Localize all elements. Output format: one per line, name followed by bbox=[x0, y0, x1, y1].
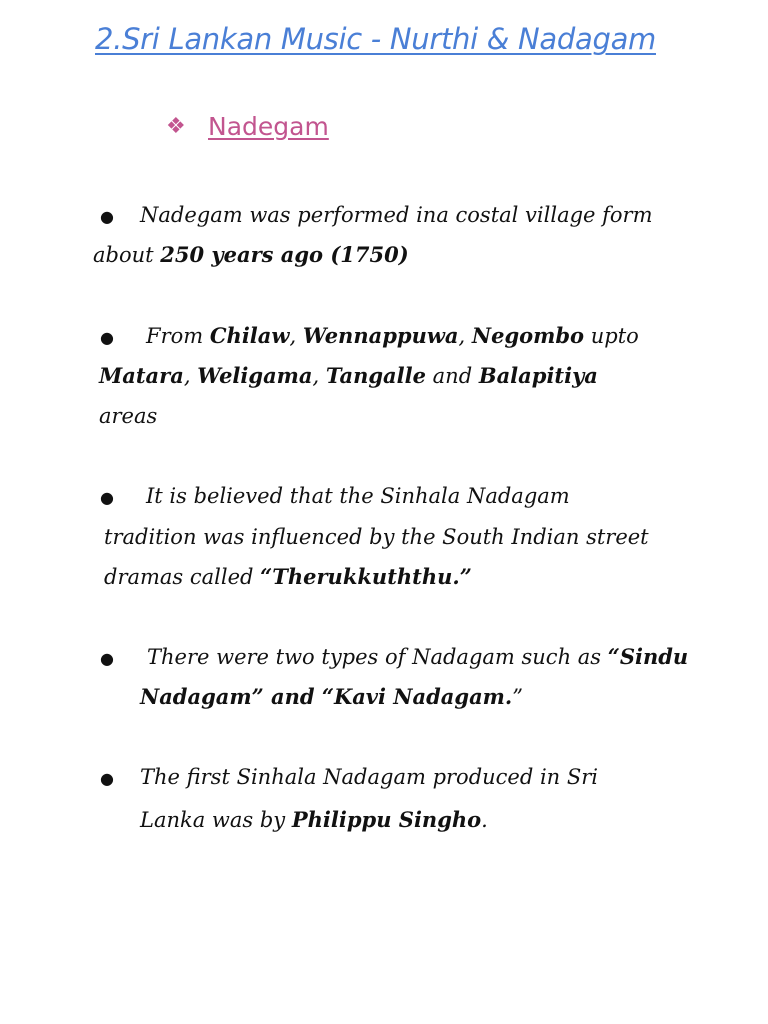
bullet-item-4-line-2 bbox=[140, 677, 523, 717]
bullet-2-sep: and bbox=[425, 364, 479, 388]
bullet-icon: ● bbox=[100, 328, 114, 347]
bullet-2-text-3: areas bbox=[99, 404, 158, 428]
bullet-2-bold-chilaw: Chilaw bbox=[209, 323, 290, 348]
bullet-5-text-2: Lanka was by bbox=[140, 808, 292, 832]
page-title: 2.Sri Lankan Music - Nurthi & Nadagam bbox=[95, 22, 656, 56]
bullet-2-sep: , bbox=[289, 324, 303, 348]
bullet-3-text-3: dramas called bbox=[104, 565, 261, 589]
bullet-2-bold-tangalle: Tangalle bbox=[325, 363, 426, 388]
bullet-icon: ● bbox=[100, 488, 114, 507]
bullet-item-2-line-1 bbox=[100, 316, 639, 358]
bullet-2-bold-weligama: Weligama bbox=[197, 363, 313, 388]
bullet-4-text-2: ” bbox=[512, 685, 523, 709]
bullet-3-bold: “Therukkuththu.” bbox=[260, 564, 472, 589]
bullet-4-text: There were two types of Nadagam such as bbox=[147, 645, 608, 669]
bullet-2-bold-wennappuwa: Wennappuwa bbox=[302, 323, 459, 348]
bullet-2-bold-balapitiya: Balapitiya bbox=[478, 363, 598, 388]
bullet-item-1-line-2 bbox=[93, 235, 409, 275]
bullet-4-bold-2: Nadagam” and “Kavi Nadagam. bbox=[140, 684, 513, 709]
bullet-4-bold-1: “Sindu bbox=[607, 644, 689, 669]
bullet-2-bold-matara: Matara bbox=[99, 363, 184, 388]
bullet-2-bold-negombo: Negombo bbox=[471, 323, 585, 348]
bullet-2-sep: , bbox=[183, 364, 198, 388]
section-heading bbox=[166, 112, 329, 141]
bullet-3-text-2: tradition was influenced by the South Indian street bbox=[104, 525, 649, 549]
bullet-icon: ● bbox=[100, 769, 114, 788]
bullet-2-sep: , bbox=[312, 364, 326, 388]
bullet-2-sep: , bbox=[458, 324, 472, 348]
bullet-icon: ● bbox=[100, 649, 114, 668]
bullet-2-sep: upto bbox=[584, 324, 639, 348]
bullet-5-text-3: . bbox=[481, 808, 488, 832]
bullet-3-text-1: It is believed that the Sinhala Nadagam bbox=[146, 484, 570, 508]
section-heading-label: Nadegam bbox=[208, 112, 329, 141]
bullet-item-3-line-2 bbox=[104, 517, 649, 557]
bullet-item-5-line-2 bbox=[140, 800, 488, 840]
bullet-1-bold: 250 years ago (1750) bbox=[160, 242, 409, 267]
bullet-item-5-line-1 bbox=[100, 757, 598, 799]
bullet-1-text: Nadegam was performed ina costal village form bbox=[140, 203, 653, 227]
bullet-icon: ● bbox=[100, 207, 114, 226]
bullet-1-text-2: about bbox=[93, 243, 161, 267]
bullet-2-text: From bbox=[146, 324, 210, 348]
bullet-item-3-line-3 bbox=[104, 557, 472, 597]
bullet-item-4-line-1 bbox=[100, 637, 688, 679]
bullet-item-2-line-2 bbox=[99, 356, 598, 396]
bullet-item-3-line-1 bbox=[100, 476, 570, 518]
diamond-bullet-icon: ❖ bbox=[166, 114, 186, 139]
bullet-5-bold: Philippu Singho bbox=[291, 807, 482, 832]
bullet-item-2-line-3 bbox=[99, 396, 157, 436]
bullet-item-1-line-1 bbox=[100, 195, 653, 237]
bullet-5-text-1: The first Sinhala Nadagam produced in Sri bbox=[140, 765, 599, 789]
